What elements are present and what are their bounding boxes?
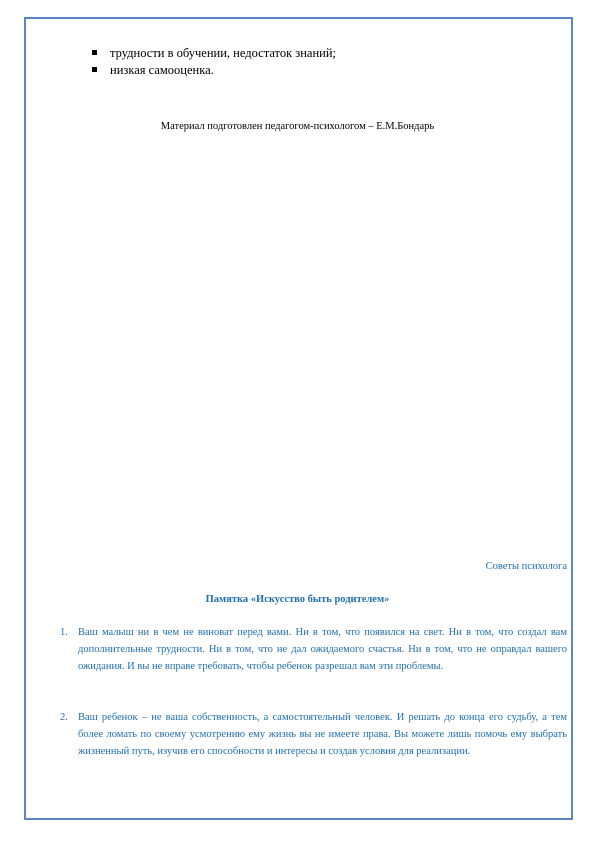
paragraph-number: 1. [60, 627, 68, 638]
square-bullet-icon [92, 50, 97, 55]
bullet-text: низкая самооценка. [110, 63, 214, 77]
page-border [24, 17, 573, 820]
list-item [92, 45, 336, 62]
square-bullet-icon [92, 67, 97, 72]
list-item [92, 62, 336, 79]
numbered-paragraph [60, 624, 567, 675]
paragraph-text: Ваш ребенок – не ваша собственность, а самостоятельный человек. И решать до конца его судьбу, а тем более ломать по своему усмотрению ему жизнь вы не имеете права. Вы можете лишь помочь ему выбрать жизненный путь, изучив его способности и интересы и создав условия для реализации. [78, 712, 567, 757]
bullet-list [92, 45, 336, 79]
bullet-text: трудности в обучении, недостаток знаний; [110, 46, 337, 60]
paragraph-text: Ваш малыш ни в чем не виноват перед вами. Ни в том, что появился на свет. Ни в том, что создал вам дополнительные трудности. Ни в том, что не дал ожидаемого счастья. Ни в том, что не оправдал вашего ожидания. И вы не вправе требовать, чтобы ребенок разрешал вам эти проблемы. [78, 627, 567, 672]
memo-title: Памятка «Искусство быть родителем» [205, 594, 390, 605]
author-credit: Материал подготовлен педагогом-психологом – Е.М.Бондарь [160, 121, 435, 132]
numbered-paragraph [60, 709, 567, 760]
paragraph-number: 2. [60, 712, 68, 723]
section-label: Советы психолога [485, 561, 567, 572]
